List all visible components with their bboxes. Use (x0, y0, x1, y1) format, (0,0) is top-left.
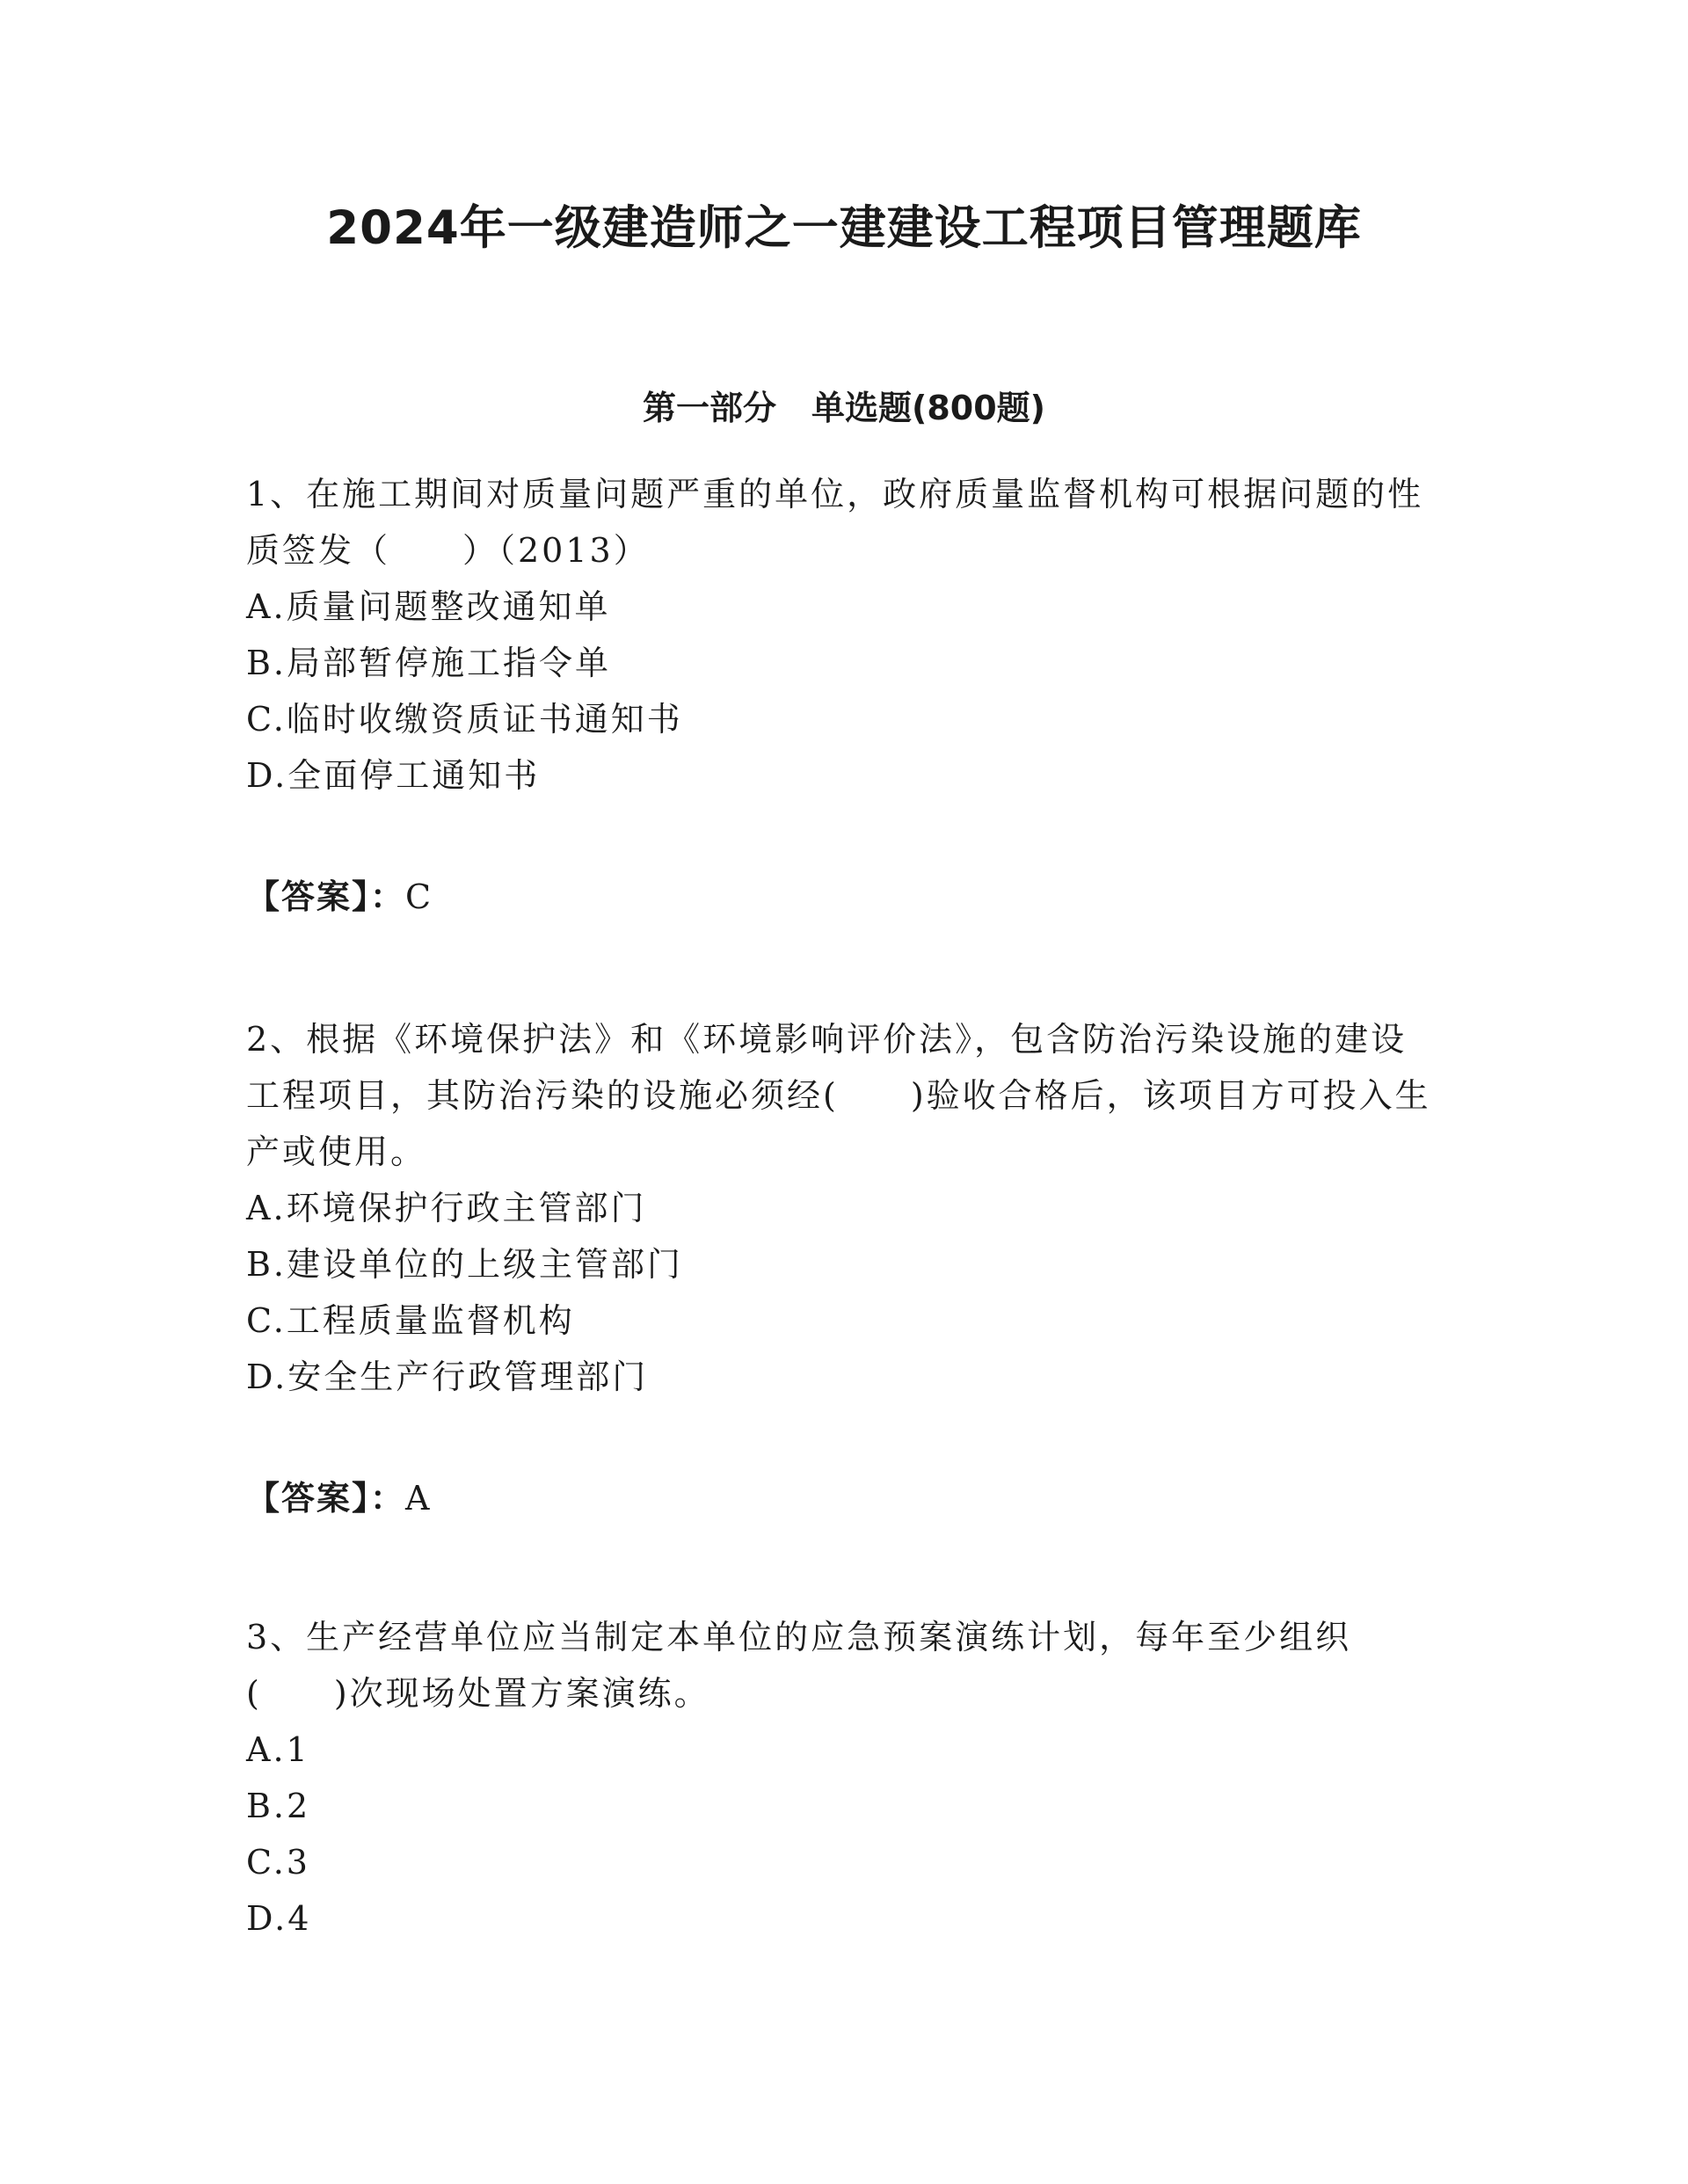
question-stem: 2、根据《环境保护法》和《环境影响评价法》，包含防治污染设施的建设工程项目，其防治污染的设施必须经( )验收合格后，该项目方可投入生产或使用。 (246, 1020, 1431, 1171)
answer-value: C (405, 877, 433, 916)
section-name: 单选题(800题) (811, 389, 1046, 427)
section-heading (0, 387, 1688, 429)
option-a: A.1 (246, 1730, 310, 1769)
answer-2 (246, 1470, 431, 1526)
option-c: C.临时收缴资质证书通知书 (246, 700, 683, 739)
option-d: D.安全生产行政管理部门 (246, 1358, 649, 1396)
option-b: B.2 (246, 1787, 311, 1825)
question-1 (246, 466, 1442, 804)
question-2 (246, 1011, 1442, 1405)
option-a: A.环境保护行政主管部门 (246, 1189, 647, 1227)
question-stem: 1、在施工期间对质量问题严重的单位，政府质量监督机构可根据问题的性质签发（ ）（2013） (246, 475, 1424, 570)
option-c: C.3 (246, 1843, 310, 1882)
answer-value: A (405, 1479, 432, 1518)
option-list (246, 1180, 1442, 1405)
option-a: A.质量问题整改通知单 (246, 587, 611, 626)
answer-label: 【答案】： (246, 877, 406, 916)
option-b: B.局部暂停施工指令单 (246, 644, 612, 682)
question-3 (246, 1609, 1442, 1947)
question-stem: 3、生产经营单位应当制定本单位的应急预案演练计划，每年至少组织( )次现场处置方案演练。 (246, 1618, 1352, 1713)
document-title: 2024年一级建造师之一建建设工程项目管理题库 (326, 201, 1362, 255)
option-b: B.建设单位的上级主管部门 (246, 1245, 684, 1284)
option-c: C.工程质量监督机构 (246, 1301, 575, 1340)
option-d: D.4 (246, 1899, 312, 1938)
option-list (246, 579, 1442, 804)
section-part: 第一部分 (642, 389, 776, 427)
answer-label: 【答案】： (246, 1479, 406, 1518)
answer-1 (246, 869, 433, 925)
option-d: D.全面停工通知书 (246, 756, 541, 795)
option-list (246, 1722, 1442, 1947)
